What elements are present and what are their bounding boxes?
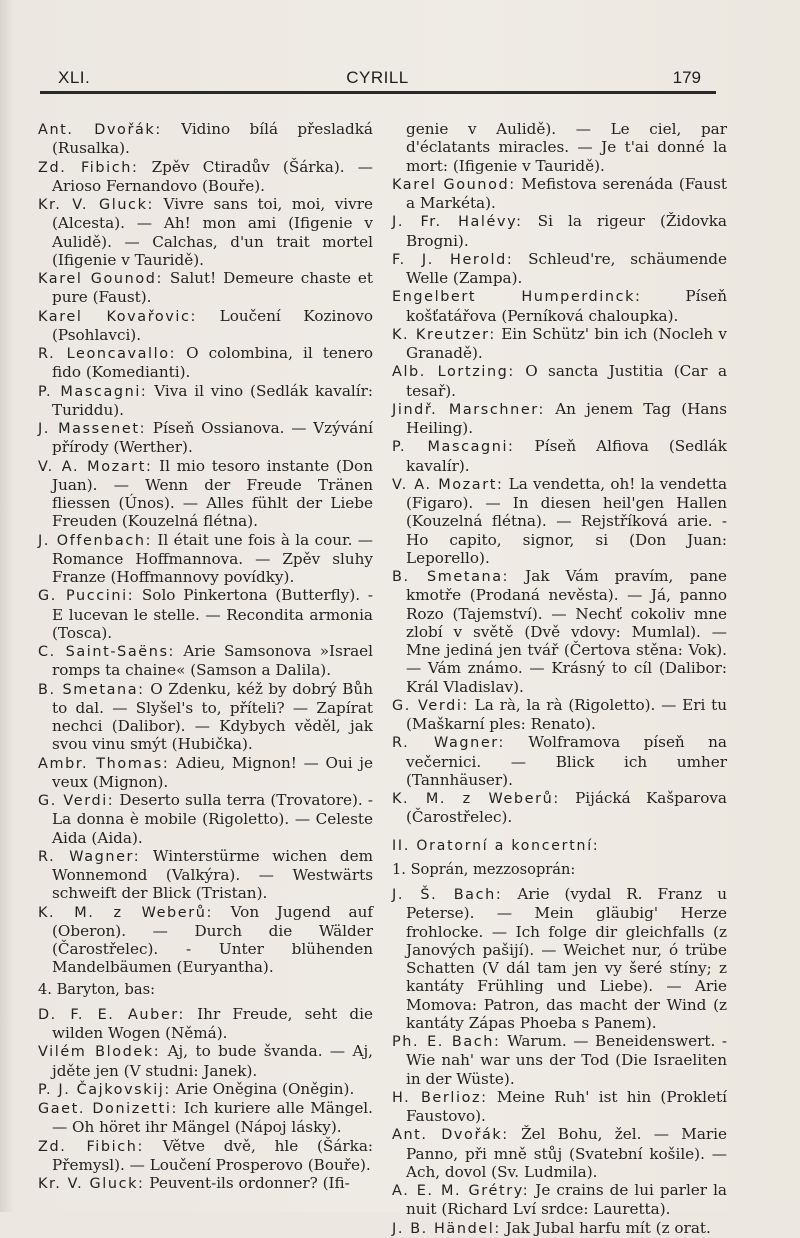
entry-list xyxy=(392,175,727,827)
entry-list xyxy=(38,120,373,977)
list-item xyxy=(38,269,373,307)
list-item xyxy=(38,847,373,903)
chapter-number: XLI. xyxy=(58,68,91,87)
work-titles: Winterstürme wichen dem Wonnemond (Valkýra). — Westwärts schweift der Blick (Tristan). xyxy=(52,846,373,903)
composer-name: Kr. V. Gluck: xyxy=(38,1176,145,1192)
composer-name: Ant. Dvořák: xyxy=(392,1127,509,1144)
list-item xyxy=(38,1174,373,1193)
composer-name: G. Verdi: xyxy=(38,793,115,809)
list-item xyxy=(392,175,727,213)
composer-name: K. Kreutzer: xyxy=(392,326,496,343)
work-titles: Vidino bílá přesladká (Rusalka). xyxy=(52,120,373,158)
work-titles: Ich kuriere alle Mängel. — Oh höret ihr Mängel (Nápoj lásky). xyxy=(52,1099,373,1137)
work-titles: Solo Pinkertona (Butterfly). - E lucevan le stelle. — Recondita armonia (Tosca). xyxy=(52,586,373,642)
composer-name: G. Verdi: xyxy=(392,697,469,714)
list-item xyxy=(38,903,373,977)
composer-name: B. Smetana: xyxy=(38,681,145,698)
entry-list xyxy=(38,1005,373,1194)
work-titles: Jak Vám pravím, pane kmotře (Prodaná nevěsta). — Já, panno Rozo (Tajemství). — Nechť cokoliv mne zlobí v světě (Dvě vdovy: Mumlal). — Mne jediná jen tvář (Čertova stěna: Vok). — Vám známo. — Krásný to cíl (Dalibor: Král Vladislav). xyxy=(406,567,727,696)
work-titles: Von Jugend auf (Oberon). — Durch die Wälder (Čarostřelec). - Unter blühenden Mandelbäumen (Euryantha). xyxy=(52,902,373,977)
list-item xyxy=(38,307,373,345)
composer-name: P. J. Čajkovskij: xyxy=(38,1081,171,1098)
composer-name: J. Massenet: xyxy=(38,421,147,437)
work-titles: Warum. — Beneidenswert. - Wie nah' war uns der Tod (Die Israeliten in der Wüste). xyxy=(406,1032,727,1088)
work-titles: Zpěv Ctiradův (Šárka). — Arioso Fernandovo (Bouře). xyxy=(52,157,373,195)
work-titles: An jenem Tag (Hans Heiling). xyxy=(406,399,727,437)
list-item xyxy=(392,475,727,567)
right-column xyxy=(392,120,727,1238)
list-item xyxy=(38,344,373,382)
work-titles: Arie Samsonova »Israel romps ta chaine« (Samson a Dalila). xyxy=(52,642,373,680)
composer-name: J. Offenbach: xyxy=(38,532,153,549)
work-titles: Větve dvě, hle (Šárka: Přemysl). — Loučení Prosperovo (Bouře). xyxy=(52,1136,374,1174)
list-item xyxy=(38,382,373,420)
composer-name: H. Berlioz: xyxy=(392,1089,488,1106)
work-titles: Peuvent-ils ordonner? (Ifi- xyxy=(144,1174,350,1192)
composer-name: K. M. z Weberů: xyxy=(392,791,560,807)
composer-name: R. Wagner: xyxy=(392,735,505,752)
composer-name: Zd. Fibich: xyxy=(38,159,139,176)
composer-name: F. J. Herold: xyxy=(392,251,514,268)
subsection-heading: 4. Baryton, bas: xyxy=(38,980,155,998)
work-titles: Arie (vydal R. Franz u Peterse). — Mein gläubig' Herze frohlocke. — Ich folge dir gleichfalls (z Janových pašijí). — Weichet nur, ó trübe Schatten (V dál tam jen vy šeré stíny; z kantáty Frühling und Liebe). — Arie Momova: Patron, das macht der Wind (z kantáty Zápas Phoeba s Panem). xyxy=(406,885,727,1032)
work-titles: O Zdenku, kéž by dobrý Bůh to dal. — Slyšel's to, příteli? — Zapírat nechci (Dalibor). — Kdybych věděl, jak svou vinu smýt (Hubička). xyxy=(52,679,373,754)
entry-list xyxy=(392,885,727,1238)
list-item xyxy=(38,680,373,754)
work-titles: Viva il vino (Sedlák kavalír: Turiddu). xyxy=(52,381,373,419)
list-item xyxy=(38,754,373,792)
composer-name: A. E. M. Grétry: xyxy=(392,1183,530,1199)
work-titles: Il mio tesoro instante (Don Juan). — Wenn der Freude Tränen fliessen (Únos). — Alles fühlt der Liebe Freuden (Kouzelná flétna). xyxy=(52,456,373,531)
composer-name: P. Mascagni: xyxy=(392,439,515,456)
list-item xyxy=(392,567,727,696)
work-titles: Salut! Demeure chaste et pure (Faust). xyxy=(52,269,373,307)
composer-name: C. Saint-Saëns: xyxy=(38,644,175,660)
list-item xyxy=(392,789,727,827)
composer-name: J. Fr. Halévy: xyxy=(392,214,523,231)
list-item xyxy=(38,1137,373,1175)
list-item xyxy=(38,1042,373,1080)
composer-name: B. Smetana: xyxy=(392,569,510,585)
list-item xyxy=(392,1032,727,1088)
work-titles: O sancta Justitia (Car a tesař). xyxy=(406,362,727,400)
section-heading: II. Oratorní a koncertní: xyxy=(392,837,600,854)
list-item xyxy=(392,696,727,734)
list-item xyxy=(38,195,373,269)
composer-name: J. B. Händel: xyxy=(392,1220,501,1237)
list-item xyxy=(38,1005,373,1043)
composer-name: Zd. Fibich: xyxy=(38,1138,144,1155)
list-item xyxy=(38,791,373,847)
running-title: CYRILL xyxy=(346,68,409,87)
list-item xyxy=(392,1088,727,1126)
composer-name: R. Wagner: xyxy=(38,848,141,865)
page-number: 179 xyxy=(672,68,701,87)
composer-name: Ambr. Thomas: xyxy=(38,755,170,772)
composer-name: V. A. Mozart: xyxy=(392,476,504,493)
list-item xyxy=(392,1219,727,1238)
work-titles: La vendetta, oh! la vendetta (Figaro). — In diesen heil'gen Hallen (Kouzelná flétna). — Rejstříková arie. - Ho capito, signor, si (Don Juan: Leporello). xyxy=(406,474,727,567)
header-rule xyxy=(40,91,716,94)
composer-name: Gaet. Donizetti: xyxy=(38,1101,178,1117)
work-titles: La rà, la rà (Rigoletto). — Eri tu (Maškarní ples: Renato). xyxy=(406,695,727,733)
work-titles: Pijácká Kašparova (Čarostřelec). xyxy=(406,789,727,827)
list-item xyxy=(38,531,373,587)
work-titles: Jak Jubal harfu mít (z orat. xyxy=(500,1218,711,1237)
composer-name: Karel Gounod: xyxy=(392,176,516,193)
work-titles: Aj, to bude švanda. — Aj, jděte jen (V studni: Janek). xyxy=(52,1042,373,1080)
list-item xyxy=(392,287,727,325)
composer-name: Kr. V. Gluck: xyxy=(38,197,154,213)
composer-name: Ph. E. Bach: xyxy=(392,1034,501,1050)
work-titles: Adieu, Mignon! — Oui je veux (Mignon). xyxy=(52,753,373,791)
work-titles: Mefistova serenáda (Faust a Markéta). xyxy=(406,174,727,212)
work-titles: Arie Oněgina (Oněgin). xyxy=(170,1079,355,1098)
work-titles: Wolframova píseň na večernici. — Blick ich umher (Tannhäuser). xyxy=(406,733,727,789)
left-column xyxy=(38,120,373,1193)
list-item xyxy=(392,362,727,400)
continued-entry: genie v Aulidě). — Le ciel, par d'éclatants miracles. — Je t'ai donné la mort: (Ifigenie v Tauridě). xyxy=(406,120,727,175)
work-titles: Meine Ruh' ist hin (Prokletí Faustovo). xyxy=(406,1087,727,1125)
work-titles: Deserto sulla terra (Trovatore). - La donna è mobile (Rigoletto). — Celeste Aida (Aida). xyxy=(52,791,373,847)
running-header xyxy=(40,68,715,92)
work-titles: Vivre sans toi, moi, vivre (Alcesta). — Ah! mon ami (Ifigenie v Aulidě). — Calchas, d'un trait mortel (Ifigenie v Tauridě). xyxy=(52,195,373,269)
list-item xyxy=(38,586,373,642)
composer-name: Karel Kovařovic: xyxy=(38,308,197,325)
work-titles: Píseň Alfiova (Sedlák kavalír). xyxy=(406,437,727,475)
list-item xyxy=(392,437,727,475)
composer-name: Vilém Blodek: xyxy=(38,1044,161,1061)
composer-name: Ant. Dvořák: xyxy=(38,122,162,138)
work-titles: Ihr Freude, seht die wilden Wogen (Němá). xyxy=(52,1004,373,1042)
list-item xyxy=(38,158,373,196)
work-titles: Je crains de lui parler la nuit (Richard Lví srdce: Lauretta). xyxy=(406,1181,727,1219)
list-item xyxy=(392,325,727,363)
list-item xyxy=(38,1080,373,1099)
list-item xyxy=(38,1099,373,1137)
composer-name: K. M. z Weberů: xyxy=(38,904,213,921)
list-item xyxy=(38,457,373,531)
work-titles: Žel Bohu, žel. — Marie Panno, při mně stůj (Svatební košile). — Ach, dovol (Sv. Ludmila). xyxy=(406,1125,727,1181)
list-item xyxy=(392,733,727,789)
list-item xyxy=(38,642,373,680)
composer-name: R. Leoncavallo: xyxy=(38,346,177,362)
composer-name: G. Puccini: xyxy=(38,588,135,605)
composer-name: Karel Gounod: xyxy=(38,271,163,287)
composer-name: V. A. Mozart: xyxy=(38,458,153,475)
list-item xyxy=(392,250,727,288)
work-titles: Loučení Kozinovo (Psohlavci). xyxy=(52,306,373,344)
list-item xyxy=(392,212,727,250)
list-item xyxy=(392,400,727,438)
work-titles: Schleud're, schäumende Welle (Zampa). xyxy=(406,249,727,287)
work-titles: Il était une fois à la cour. — Romance Hoffmannova. — Zpěv sluhy Franze (Hoffmannovy povídky). xyxy=(52,530,373,586)
subsection-heading: 1. Soprán, mezzosoprán: xyxy=(392,860,576,878)
work-titles: Ein Schütz' bin ich (Nocleh v Granadě). xyxy=(406,324,727,362)
composer-name: J. Š. Bach: xyxy=(392,887,503,903)
list-item xyxy=(392,1181,727,1219)
composer-name: Alb. Lortzing: xyxy=(392,364,515,381)
list-item xyxy=(392,1125,727,1181)
composer-name: D. F. E. Auber: xyxy=(38,1006,186,1023)
work-titles: Píseň Ossianova. — Vzývání přírody (Werther). xyxy=(52,419,373,457)
work-titles: Píseň košťatářova (Perníková chaloupka). xyxy=(406,287,728,325)
list-item xyxy=(38,419,373,457)
composer-name: Jindř. Marschner: xyxy=(392,401,545,418)
composer-name: P. Mascagni: xyxy=(38,383,148,400)
work-titles: Si la rigeur (Židovka Brogni). xyxy=(406,212,727,250)
list-item xyxy=(38,120,373,158)
list-item xyxy=(392,885,727,1032)
composer-name: Engelbert Humperdinck: xyxy=(392,289,642,306)
work-titles: O colombina, il tenero fido (Komedianti). xyxy=(52,344,373,382)
